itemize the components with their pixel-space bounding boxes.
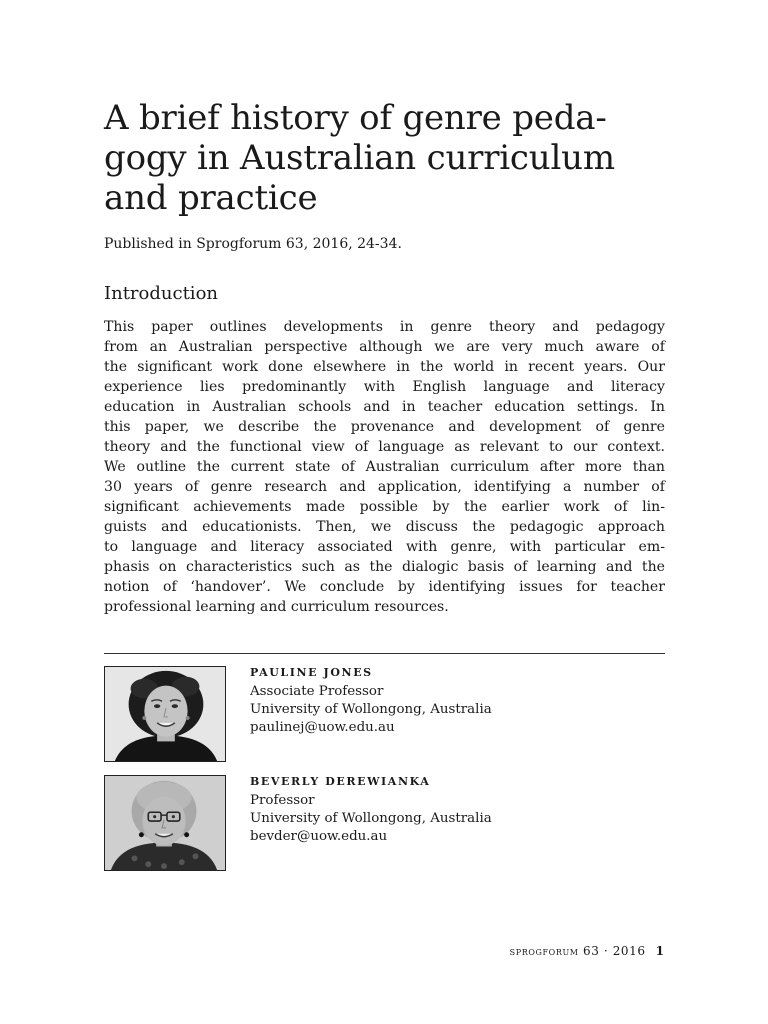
article-title [104, 98, 684, 218]
paragraph-line: experience lies predominantly with English language and literacy [104, 379, 665, 395]
author-email[interactable]: bevder@uow.edu.au [250, 829, 388, 844]
author-details [250, 665, 492, 737]
author-email[interactable]: paulinej@uow.edu.au [250, 720, 395, 735]
author-photo [104, 666, 226, 762]
author-role: Professor [250, 793, 315, 808]
paragraph-line: 30 years of genre research and application, identifying a number of [104, 479, 665, 495]
paragraph-line: phasis on characteristics such as the dialogic basis of learning and the [104, 559, 665, 575]
paragraph-line: guists and educationists. Then, we discuss the pedagogic approach [104, 519, 665, 535]
paragraph-line: significant achievements made possible by the earlier work of lin- [104, 499, 665, 515]
publication-note: Published in Sprogforum 63, 2016, 24-34. [104, 236, 402, 252]
paragraph-line: the significant work done elsewhere in the world in recent years. Our [104, 359, 665, 375]
author-affiliation: University of Wollongong, Australia [250, 702, 492, 717]
author-details [250, 774, 492, 846]
paragraph-line: notion of ‘handover’. We conclude by identifying issues for teacher [104, 579, 665, 595]
journal-issue: sprogforum 63 · 2016 [509, 944, 646, 958]
page-footer [510, 943, 664, 959]
paragraph-line: theory and the functional view of language as relevant to our context. [104, 439, 665, 455]
paragraph-line: from an Australian perspective although we are very much aware of [104, 339, 665, 355]
paragraph-line: This paper outlines developments in genre theory and pedagogy [104, 319, 665, 335]
author-affiliation: University of Wollongong, Australia [250, 811, 492, 826]
title-line: and practice [104, 178, 318, 218]
portrait-image [105, 776, 225, 870]
paragraph-line: We outline the current state of Australian curriculum after more than [104, 459, 665, 475]
section-divider [104, 653, 665, 654]
author-role: Associate Professor [250, 684, 384, 699]
introduction-paragraph [104, 317, 665, 617]
section-heading-introduction: Introduction [104, 283, 218, 304]
author-block [104, 774, 665, 874]
paragraph-line: professional learning and curriculum resources. [104, 599, 449, 615]
page-number: 1 [655, 944, 664, 958]
portrait-image [105, 667, 225, 761]
paragraph-line: education in Australian schools and in teacher education settings. In [104, 399, 665, 415]
paragraph-line: this paper, we describe the provenance and development of genre [104, 419, 665, 435]
author-block [104, 665, 665, 765]
paragraph-line: to language and literacy associated with genre, with particular em- [104, 539, 665, 555]
title-line: A brief history of genre peda- [104, 98, 607, 138]
author-name: BEVERLY DEREWIANKA [250, 775, 431, 788]
author-name: PAULINE JONES [250, 666, 373, 679]
author-photo [104, 775, 226, 871]
title-line: gogy in Australian curriculum [104, 138, 615, 178]
